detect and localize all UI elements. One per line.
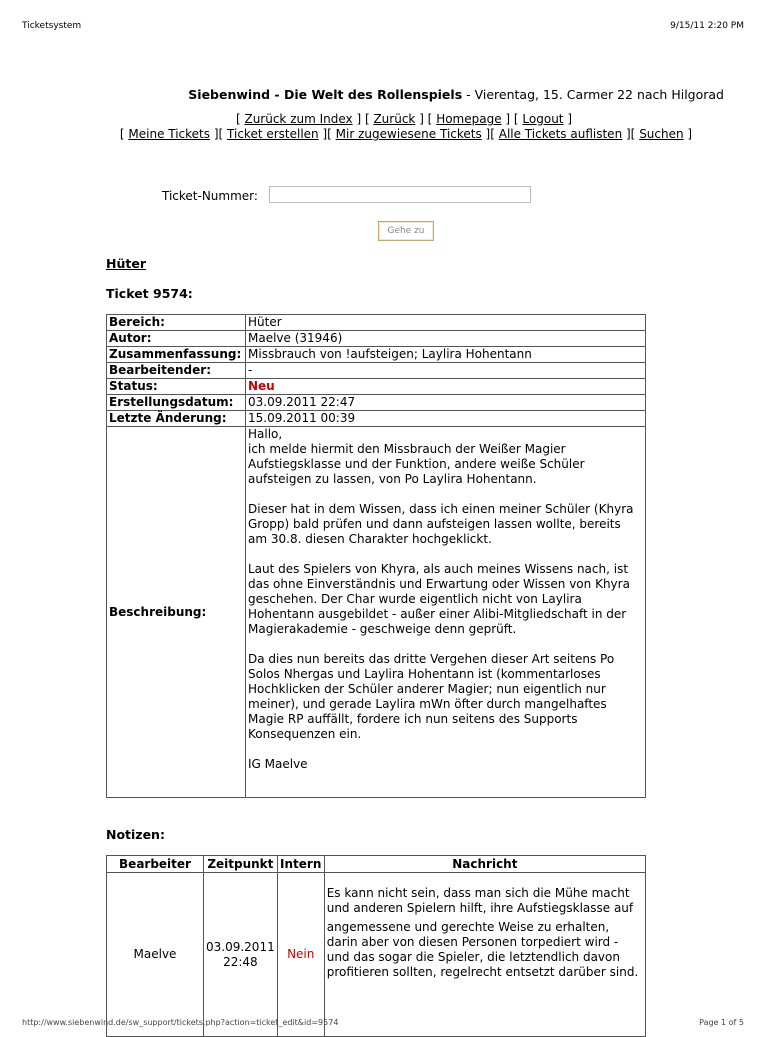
- note-author: Maelve: [107, 873, 204, 1037]
- description-paragraph: Dieser hat in dem Wissen, dass ich einen meiner Schüler (Khyra Gropp) bald prüfen und dann aufsteigen lassen wollte, bereits am 30.8. diesen Charakter hochgeklickt.: [248, 502, 634, 546]
- info-row-description: [107, 427, 646, 798]
- table-row: [107, 873, 646, 1037]
- info-row-status: [107, 379, 646, 395]
- note-message-part: Es kann nicht sein, dass man sich die Mühe macht und anderen Spielern hilft, ihre Aufstiegsklasse auf: [326, 886, 634, 915]
- nav-my-tickets[interactable]: Meine Tickets: [128, 127, 211, 141]
- info-key: Bearbeitender:: [107, 363, 246, 379]
- description-text: [246, 427, 646, 798]
- info-key: Letzte Änderung:: [107, 411, 246, 427]
- info-value: Maelve (31946): [246, 331, 646, 347]
- nav-assigned-tickets[interactable]: Mir zugewiesene Tickets: [335, 127, 482, 141]
- info-row-area: [107, 315, 646, 331]
- primary-nav: [ Zurück zum Index ] [ Zurück ] [ Homepage ] [ Logout ]: [235, 112, 573, 126]
- description-paragraph: Laut des Spielers von Khyra, als auch meines Wissens nach, ist das ohne Einverständnis und Erwartung oder Wissen von Khyra geschehen. Der Char wurde eigentlich nicht von Laylira Hohentann ausgebildet - außer einer Alibi-Mitgliedschaft in der Magierakademie - geschweige denn geprüft.: [248, 562, 630, 636]
- print-footer-page: Page 1 of 5: [699, 1018, 744, 1027]
- info-key: Status:: [107, 379, 246, 395]
- status-value: Neu: [246, 379, 646, 395]
- info-key: Bereich:: [107, 315, 246, 331]
- ticket-info-table: [106, 314, 646, 798]
- nav-search[interactable]: Suchen: [639, 127, 684, 141]
- note-time: 03.09.2011 22:48: [204, 873, 278, 1037]
- go-to-button[interactable]: Gehe zu: [378, 221, 434, 241]
- info-key: Beschreibung:: [107, 427, 246, 798]
- site-date: - Vierentag, 15. Carmer 22 nach Hilgorad: [462, 87, 724, 102]
- secondary-nav: [ Meine Tickets ][ Ticket erstellen ][ Mir zugewiesene Tickets ][ Alle Tickets auflisten ][ Suchen ]: [119, 127, 693, 141]
- info-value: Missbrauch von !aufsteigen; Laylira Hohentann: [246, 347, 646, 363]
- info-key: Autor:: [107, 331, 246, 347]
- description-paragraph: IG Maelve: [248, 757, 308, 771]
- col-header: Intern: [277, 856, 324, 873]
- note-message: [324, 873, 645, 1037]
- info-row-created: [107, 395, 646, 411]
- area-link[interactable]: Hüter: [106, 256, 146, 271]
- info-value: 03.09.2011 22:47: [246, 395, 646, 411]
- nav-homepage[interactable]: Homepage: [436, 112, 502, 126]
- nav-all-tickets[interactable]: Alle Tickets auflisten: [498, 127, 623, 141]
- note-message-part: angemessene und gerechte Weise zu erhalten, darin aber von diesen Personen torpediert wird - und das sogar die Spieler, die letztendlich davon profitieren sollten, regelrecht entsetzt darüber sind.: [326, 920, 639, 979]
- col-header: Zeitpunkt: [204, 856, 278, 873]
- notes-header-row: [107, 856, 646, 873]
- description-paragraph: Hallo, ich melde hiermit den Missbrauch der Weißer Magier Aufstiegsklasse und der Funktion, andere weiße Schüler aufsteigen zu lassen, von Po Laylira Hohentann.: [248, 427, 585, 486]
- nav-create-ticket[interactable]: Ticket erstellen: [227, 127, 319, 141]
- print-header-title: Ticketsystem: [22, 21, 82, 31]
- col-header: Nachricht: [324, 856, 645, 873]
- description-paragraph: Da dies nun bereits das dritte Vergehen dieser Art seitens Po Solos Nhergas und Laylira Hohentann ist (kommentarloses Hochklicken der Schüler anderer Magier; nun eigentlich nur meiner), und gerade Laylira mWn öfter durch mangelhaftes Magie RP auffällt, fordere ich nun seitens des Supports Konsequenzen ein.: [248, 652, 615, 741]
- notes-table: [106, 855, 646, 1037]
- ticket-number-input[interactable]: [269, 186, 531, 203]
- nav-back-to-index[interactable]: Zurück zum Index: [244, 112, 353, 126]
- ticket-number-label: Ticket-Nummer:: [162, 189, 258, 203]
- info-key: Zusammenfassung:: [107, 347, 246, 363]
- notes-title: Notizen:: [106, 827, 165, 842]
- site-header: [0, 87, 768, 102]
- ticket-title: Ticket 9574:: [106, 286, 193, 301]
- info-row-assignee: [107, 363, 646, 379]
- info-value: -: [246, 363, 646, 379]
- info-key: Erstellungsdatum:: [107, 395, 246, 411]
- print-footer-url: http://www.siebenwind.de/sw_support/tickets.php?action=ticket_edit&id=9574: [22, 1018, 339, 1027]
- info-value: 15.09.2011 00:39: [246, 411, 646, 427]
- note-intern: Nein: [277, 873, 324, 1037]
- info-value: Hüter: [246, 315, 646, 331]
- col-header: Bearbeiter: [107, 856, 204, 873]
- nav-logout[interactable]: Logout: [522, 112, 564, 126]
- info-row-modified: [107, 411, 646, 427]
- nav-back[interactable]: Zurück: [373, 112, 416, 126]
- info-row-summary: [107, 347, 646, 363]
- print-header-datetime: 9/15/11 2:20 PM: [670, 21, 744, 31]
- info-row-author: [107, 331, 646, 347]
- site-name: Siebenwind - Die Welt des Rollenspiels: [188, 87, 463, 102]
